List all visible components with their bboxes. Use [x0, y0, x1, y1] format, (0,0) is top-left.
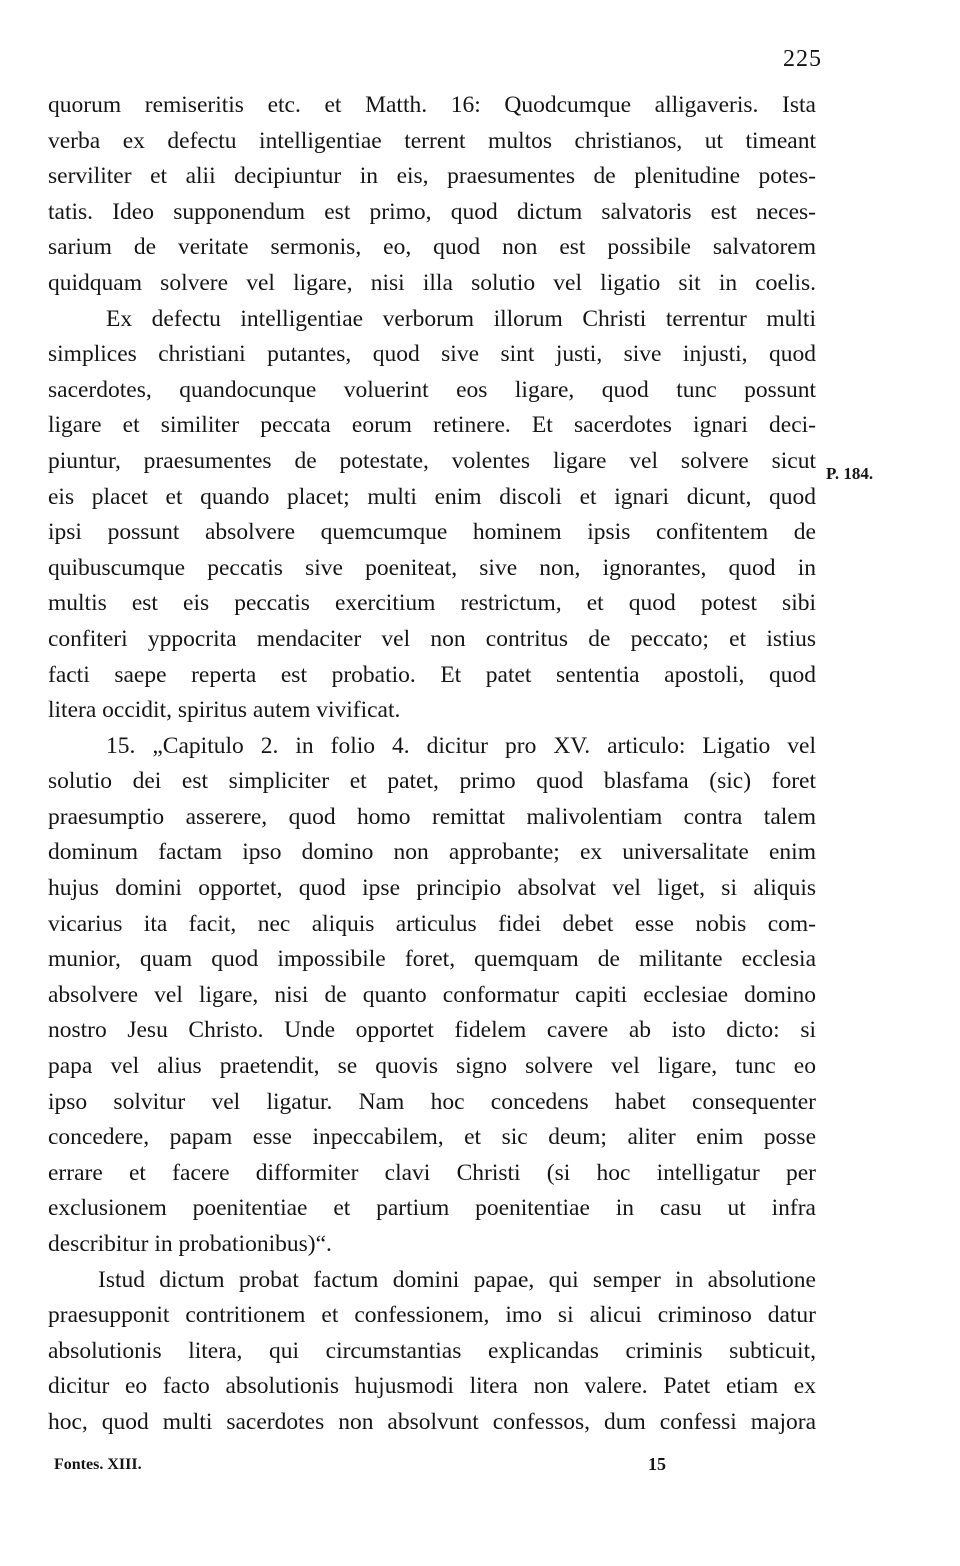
text-line: praesumptio asserere, quod homo remittat malivolentiam contra talem — [48, 803, 816, 830]
text-line: piuntur, praesumentes de potestate, volentes ligare vel solvere sicut — [48, 447, 816, 474]
text-line: quorum remiseritis etc. et Matth. 16: Quodcumque alligaveris. Ista — [48, 92, 816, 118]
text-line: quibuscumque peccatis sive poeniteat, sive non, ignorantes, quod in — [48, 554, 816, 581]
text-line: facti saepe reperta est probatio. Et patet sententia apostoli, quod — [48, 661, 816, 688]
text-line: hujus domini opportet, quod ipse principio absolvat vel liget, si aliquis — [48, 875, 816, 902]
text-line: absolutionis litera, qui circumstantias explicandas criminis subticuit, — [48, 1337, 816, 1364]
text-line: sacerdotes, quandocunque voluerint eos ligare, quod tunc possunt — [48, 376, 816, 403]
text-line: ligare et similiter peccata eorum retinere. Et sacerdotes ignari deci- — [48, 412, 816, 439]
text-line: munior, quam quod impossibile foret, quemquam de militante ecclesia — [48, 946, 816, 973]
text-line: vicarius ita facit, nec aliquis articulus fidei debet esse nobis com- — [48, 910, 816, 937]
text-line: exclusionem poenitentiae et partium poenitentiae in casu ut infra — [48, 1195, 816, 1222]
body-text — [48, 88, 816, 1441]
text-line: ipso solvitur vel ligatur. Nam hoc concedens habet consequenter — [48, 1088, 816, 1115]
text-line: concedere, papam esse inpeccabilem, et sic deum; aliter enim posse — [48, 1124, 816, 1151]
text-line: eis placet et quando placet; multi enim discoli et ignari dicunt, quod — [48, 483, 816, 510]
text-line: 15. „Capitulo 2. in folio 4. dicitur pro XV. articulo: Ligatio vel — [106, 732, 816, 759]
text-line: serviliter et alii decipiuntur in eis, praesumentes de plenitudine potes- — [48, 163, 816, 190]
text-line: errare et facere difformiter clavi Christi (si hoc intelligatur per — [48, 1159, 816, 1186]
text-line: describitur in probationibus)“. — [48, 1231, 332, 1257]
footer-signature: Fontes. XIII. — [54, 1456, 142, 1473]
text-line: dicitur eo facto absolutionis hujusmodi litera non valere. Patet etiam ex — [48, 1373, 816, 1400]
text-line: verba ex defectu intelligentiae terrent multos christianos, ut timeant — [48, 127, 816, 154]
text-line: hoc, quod multi sacerdotes non absolvunt confessos, dum confessi majora — [48, 1408, 816, 1435]
text-line: solutio dei est simpliciter et patet, primo quod blasfama (sic) foret — [48, 768, 816, 795]
text-line: Ex defectu intelligentiae verborum illorum Christi terrentur multi — [106, 305, 816, 332]
text-line: ipsi possunt absolvere quemcumque hominem ipsis confitentem de — [48, 519, 816, 546]
text-line: sarium de veritate sermonis, eo, quod non est possibile salvatorem — [48, 234, 816, 261]
text-line: multis est eis peccatis exercitium restrictum, et quod potest sibi — [48, 590, 816, 617]
text-line: nostro Jesu Christo. Unde opportet fidelem cavere ab isto dicto: si — [48, 1017, 816, 1044]
text-line: absolvere vel ligare, nisi de quanto conformatur capiti ecclesiae domino — [48, 981, 816, 1008]
margin-note: P. 184. — [826, 464, 874, 483]
text-line: simplices christiani putantes, quod sive sint justi, sive injusti, quod — [48, 341, 816, 368]
text-line: confiteri yppocrita mendaciter vel non contritus de peccato; et istius — [48, 625, 816, 652]
text-line: tatis. Ideo supponendum est primo, quod dictum salvatoris est neces- — [48, 198, 816, 225]
page-number: 225 — [783, 46, 822, 72]
text-line: litera occidit, spiritus autem vivificat. — [48, 697, 401, 724]
text-line: papa vel alius praetendit, se quovis signo solvere vel ligare, tunc eo — [48, 1053, 816, 1080]
text-line: praesupponit contritionem et confessionem, imo si alicui criminoso datur — [48, 1302, 816, 1329]
text-line: Istud dictum probat factum domini papae, qui semper in absolutione — [98, 1266, 816, 1293]
footer-sheet-number: 15 — [648, 1454, 666, 1474]
text-line: quidquam solvere vel ligare, nisi illa solutio vel ligatio sit in coelis. — [48, 269, 816, 296]
text-line: dominum factam ipso domino non approbante; ex universalitate enim — [48, 839, 816, 866]
